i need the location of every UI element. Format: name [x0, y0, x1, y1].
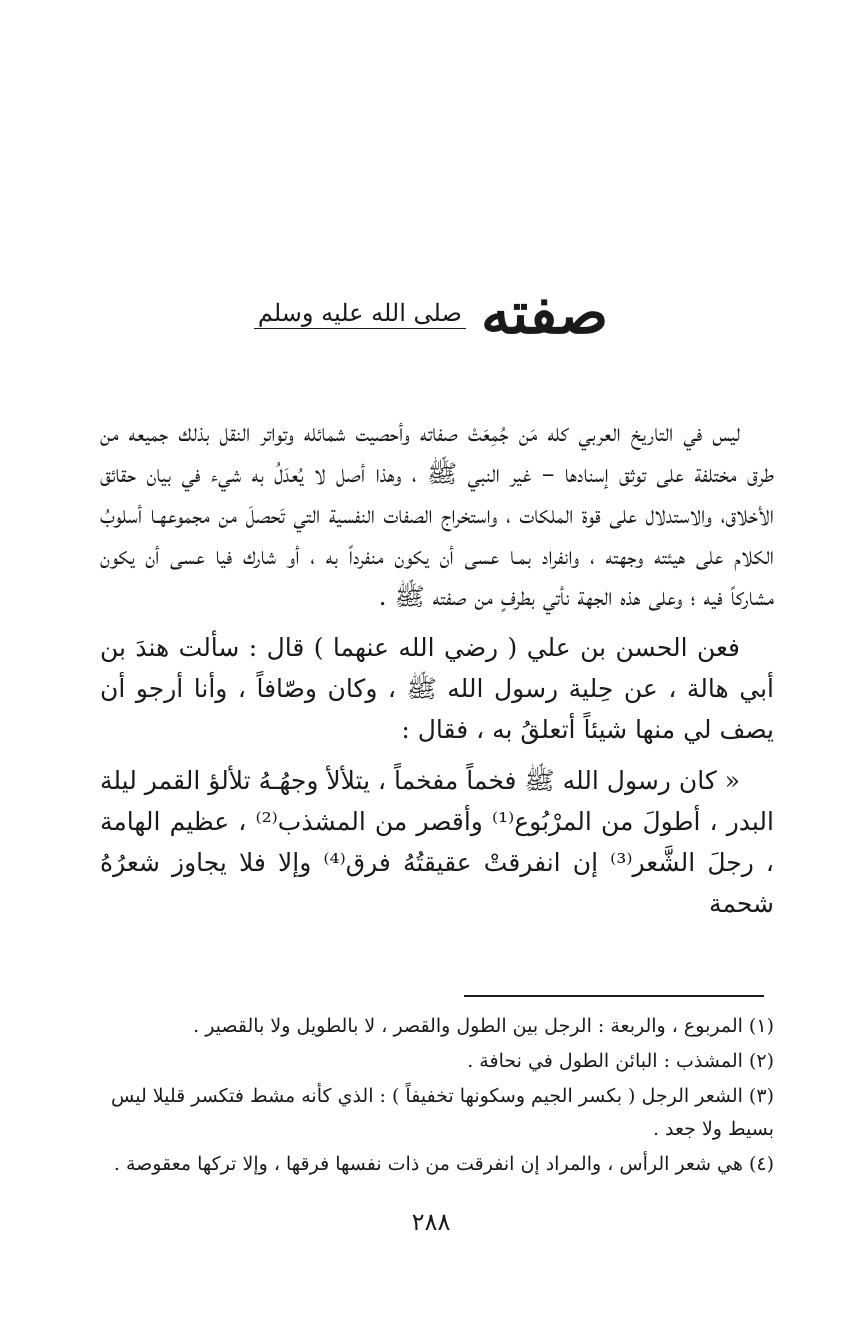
footnote-separator	[464, 995, 764, 997]
footnote-3: (٣) الشعر الرجل ( بكسر الجيم وسكونها تخفيفاً ) : الذي كأنه مشط فتكسر قليلا ليس بسيط ولا جعد .	[110, 1085, 774, 1140]
paragraph-narration: فعن الحسن بن علي ( رضي الله عنهما ) قال : سألت هندَ بن أبي هالة ، عن حِلية رسول الله ﷺ ، وكان وصّافاً ، وأنا أرجو أن يصف لي منها شيئاً أتعلقُ به ، فقال :	[100, 633, 774, 744]
paragraph-intro: ليس في التاريخ العربي كله مَن جُمِعَتْ صفاته وأحصيت شمائله وتواتر النقل بذلك جميعه من طرق مختلفة على توثق إسنادها – غير النبي ﷺ ، وهذا أصل لا يُعدَلُ به شيء في بيان حقائق الأخلاق، والاستدلال على قوة الملكات ، واستخراج الصفات النفسية التي تَحصلَ من مجموعهـا أسلوبُ الكلام على هيئته وجهته ، وانفراد بمـا عسى أن يكون منفرداً به ، أو شارك فيا عسى أن يكون مشاركاً فيه ؛ وعلى هذه الجهة نأتي بطرفٍ من صفته ﷺ .	[100, 418, 774, 611]
paragraph-description: « كان رسول الله ﷺ فخماً مفخماً ، يتلألأ وجهُـهُ تلألؤ القمر ليلة البدر ، أطولَ من المرْبُوع⁽¹⁾ وأقصر من المشذب⁽²⁾ ، عظيم الهامة ، رجلَ الشَّعر⁽³⁾ إن انفرقتْ عقيقتُهُ فرق⁽⁴⁾ وإلا فلا يجاوز شعرُهُ شحمة	[100, 766, 774, 918]
footnote-2: (٢) المشذب : البائن الطول في نحافة .	[467, 1050, 774, 1072]
footnote-4: (٤) هي شعر الرأس ، والمراد إن انفرقت من ذات نفسها فرقها ، وإلا تركها معقوصة .	[113, 1153, 774, 1175]
chapter-title: صفته	[480, 279, 609, 347]
page-number: ٢٨٨	[411, 1208, 451, 1236]
chapter-heading	[0, 268, 862, 358]
main-text	[100, 412, 774, 924]
footnotes	[100, 1010, 774, 1183]
footnote-1: (١) المربوع ، والربعة : الرجل بين الطول والقصر ، لا بالطويل ولا بالقصير .	[193, 1015, 774, 1037]
honorific-phrase: صلى الله عليه وسلم	[254, 298, 466, 329]
